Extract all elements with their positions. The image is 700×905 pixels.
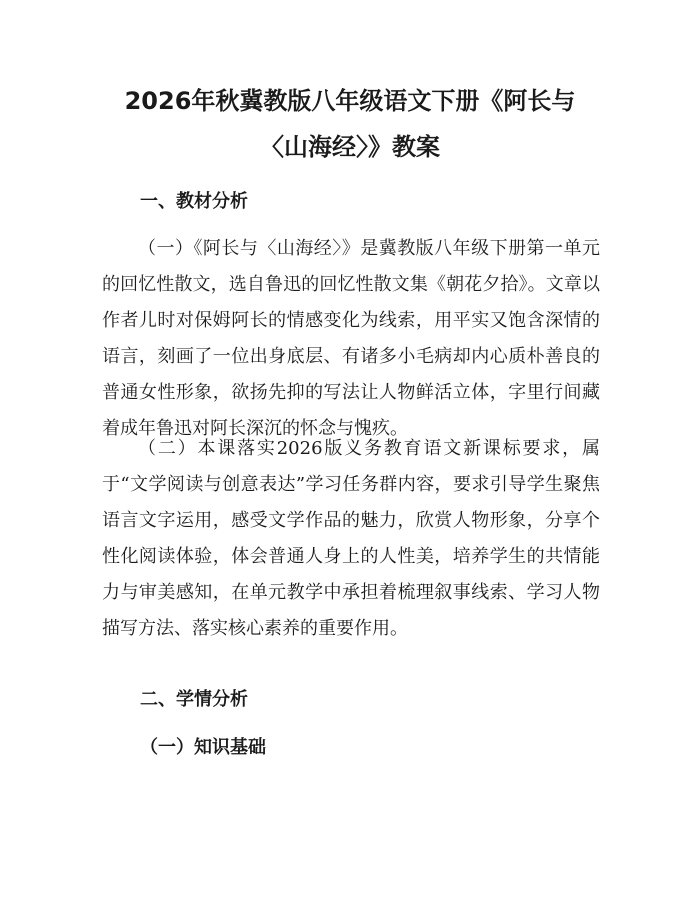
section-heading-textbook-analysis: 一、教材分析 [140,191,248,212]
subsection-heading-knowledge-base: （一）知识基础 [140,737,266,758]
section-heading-student-analysis: 二、学情分析 [140,689,248,710]
document-title-line-2: 〈山海经〉》教案 [260,133,440,161]
paragraph-textbook-analysis-1: （一）《阿长与〈山海经〉》是冀教版八年级下册第一单元的回忆性散文，选自鲁迅的回忆性散文集《朝花夕拾》。文章以作者儿时对保姆阿长的情感变化为线索，用平实又饱含深情的语言，刻画了一位出身底层、有诸多小毛病却内心质朴善良的普通女性形象，欲扬先抑的写法让人物鲜活立体，字里行间藏着成年鲁迅对阿长深沉的怀念与愧疚。 [102,238,600,439]
document-title-line-1: 2026年秋冀教版八年级语文下册《阿长与 [124,87,576,115]
paragraph-textbook-analysis-2: （二）本课落实2026版义务教育语文新课标要求，属于“文学阅读与创意表达”学习任务群内容，要求引导学生聚焦语言文字运用，感受文学作品的魅力，欣赏人物形象，分享个性化阅读体验，体会普通人身上的人性美，培养学生的共情能力与审美感知，在单元教学中承担着梳理叙事线索、学习人物描写方法、落实核心素养的重要作用。 [102,438,600,639]
